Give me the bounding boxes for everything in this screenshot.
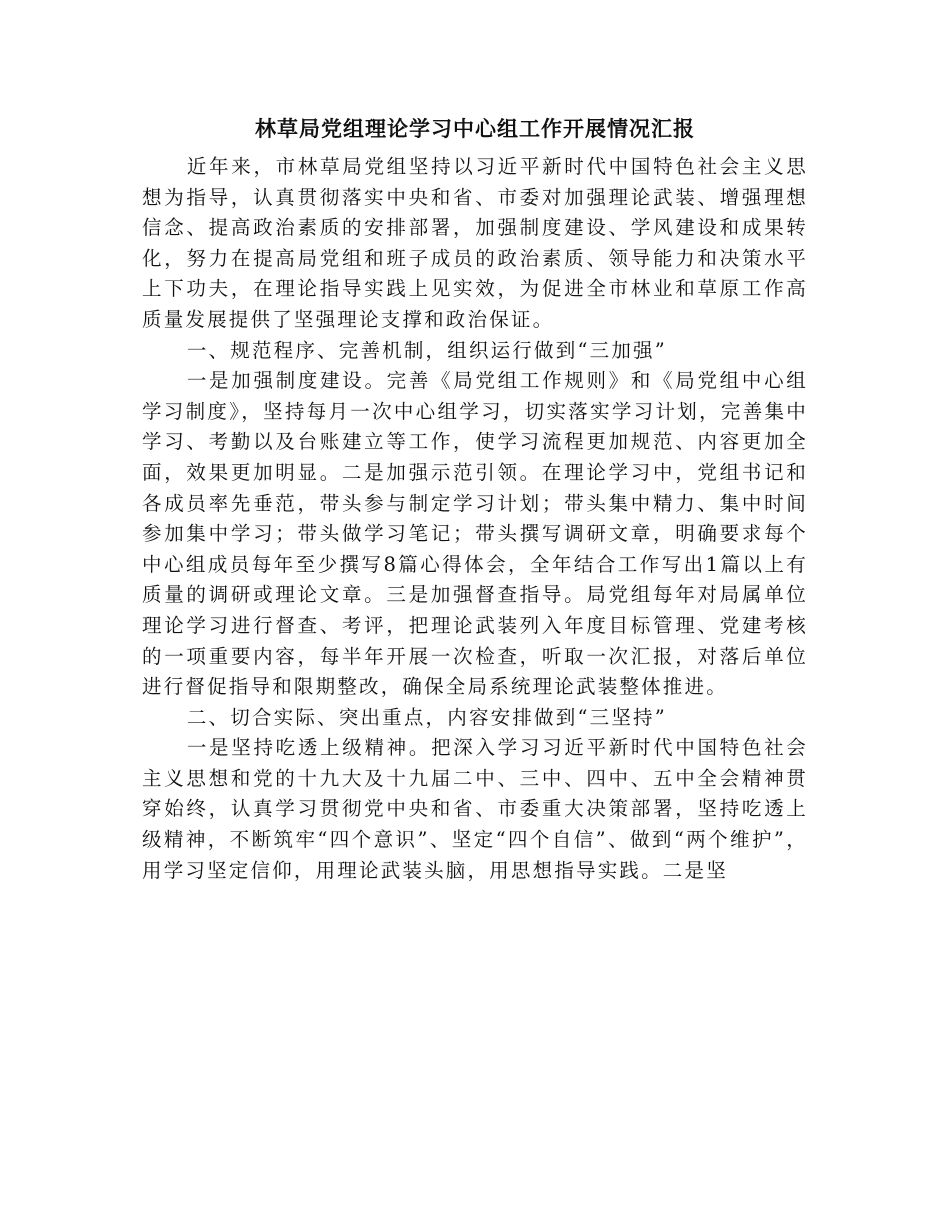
- paragraph-section-2: 一是坚持吃透上级精神。把深入学习习近平新时代中国特色社会主义思想和党的十九大及十九届二中、三中、四中、五中全会精神贯穿始终，认真学习贯彻党中央和省、市委重大决策部署，坚持吃透上级精神，不断筑牢“四个意识”、坚定“四个自信”、做到“两个维护”，用学习坚定信仰，用理论武装头脑，用思想指导实践。二是坚: [142, 736, 808, 882]
- paragraph-section-1: 一是加强制度建设。完善《局党组工作规则》和《局党组中心组学习制度》，坚持每月一次中心组学习，切实落实学习计划，完善集中学习、考勤以及台账建立等工作，使学习流程更加规范、内容更加全面，效果更加明显。二是加强示范引领。在理论学习中，党组书记和各成员率先垂范，带头参与制定学习计划；带头集中精力、集中时间参加集中学习；带头做学习笔记；带头撰写调研文章，明确要求每个中心组成员每年至少撰写8篇心得体会，全年结合工作写出1篇以上有质量的调研或理论文章。三是加强督查指导。局党组每年对局属单位理论学习进行督查、考评，把理论武装列入年度目标管理、党建考核的一项重要内容，每半年开展一次检查，听取一次汇报，对落后单位进行督促指导和限期整改，确保全局系统理论武装整体推进。: [142, 369, 808, 699]
- document-body: [142, 152, 808, 886]
- paragraph-intro: 近年来，市林草局党组坚持以习近平新时代中国特色社会主义思想为指导，认真贯彻落实中央和省、市委对加强理论武装、增强理想信念、提高政治素质的安排部署，加强制度建设、学风建设和成果转化，努力在提高局党组和班子成员的政治素质、领导能力和决策水平上下功夫，在理论指导实践上见实效，为促进全市林业和草原工作高质量发展提供了坚强理论支撑和政治保证。: [142, 155, 808, 331]
- section-heading-1: 一、规范程序、完善机制，组织运行做到“三加强”: [186, 338, 667, 362]
- section-heading-2: 二、切合实际、突出重点，内容安排做到“三坚持”: [186, 705, 667, 729]
- document-title: 林草局党组理论学习中心组工作开展情况汇报: [255, 116, 695, 141]
